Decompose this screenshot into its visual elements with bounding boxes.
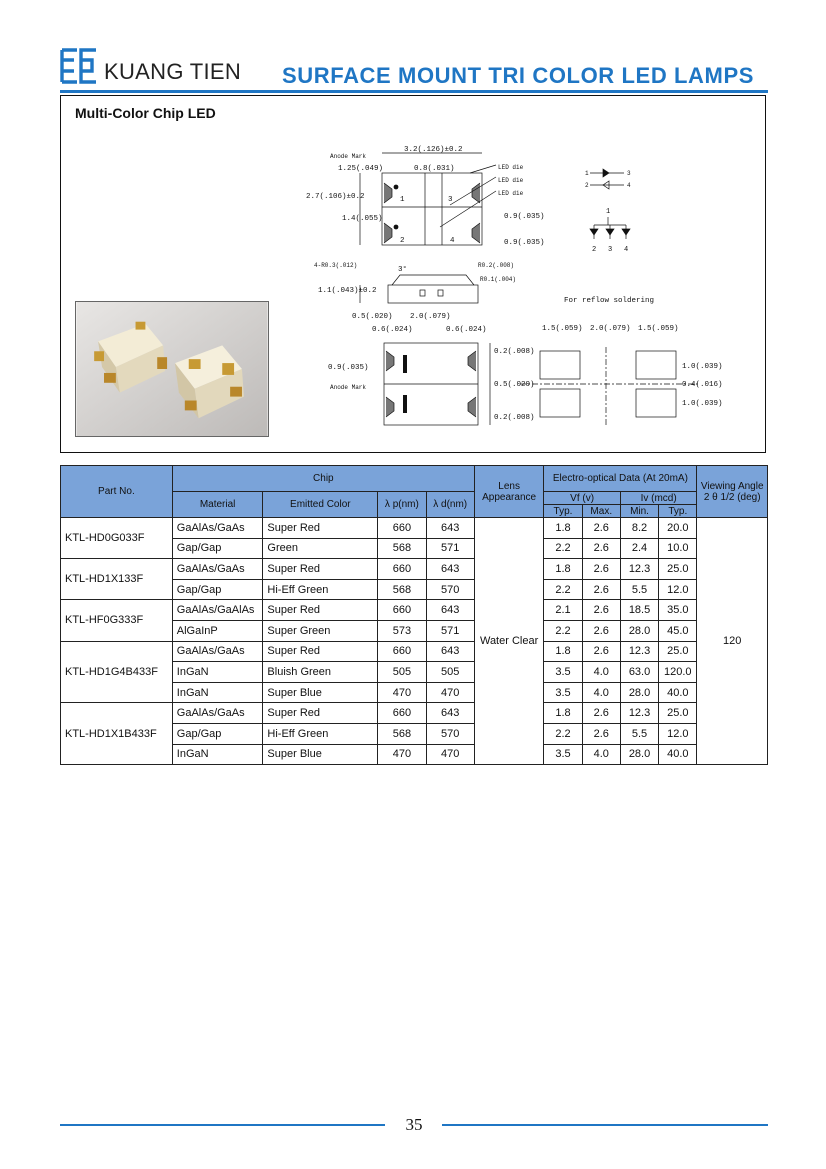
part-number-cell: KTL-HF0G333F [61, 600, 173, 641]
vf-max-cell: 4.0 [582, 682, 620, 703]
header-lambda-p: λ p(nm) [378, 492, 426, 518]
material-cell: AlGaInP [172, 620, 263, 641]
pad-dim-20-label: 2.0(.079) [590, 325, 631, 333]
emitted-color-cell: Super Red [263, 641, 378, 662]
kuang-tien-logo-icon [60, 47, 98, 85]
table-row [61, 600, 768, 621]
page-number: 35 [405, 1115, 423, 1134]
iv-typ-cell: 45.0 [659, 620, 697, 641]
iv-typ-cell: 120.0 [659, 662, 697, 683]
lambda-d-cell: 570 [426, 723, 474, 744]
header-electro: Electro-optical Data (At 20mA) [544, 466, 697, 492]
schem-pin-3: 3 [627, 170, 631, 177]
lambda-d-cell: 643 [426, 559, 474, 580]
dimension-drawings [300, 135, 723, 435]
vf-max-cell: 2.6 [582, 723, 620, 744]
vf-max-cell: 4.0 [582, 744, 620, 765]
anode-mark-label: Anode Mark [330, 153, 367, 160]
dim-09-label-1: 0.9(.035) [504, 213, 545, 221]
vf-typ-cell: 1.8 [544, 559, 582, 580]
iv-min-cell: 28.0 [620, 620, 658, 641]
schem-pin-1: 1 [585, 170, 589, 177]
lambda-p-cell: 660 [378, 703, 426, 724]
emitted-color-cell: Hi-Eff Green [263, 723, 378, 744]
vf-max-cell: 2.6 [582, 518, 620, 539]
iv-min-cell: 28.0 [620, 682, 658, 703]
pin-2-label: 2 [400, 237, 405, 245]
header-lens: Lens Appearance [474, 466, 543, 518]
lambda-d-cell: 571 [426, 538, 474, 559]
iv-typ-cell: 10.0 [659, 538, 697, 559]
header-rule [60, 90, 768, 93]
vf-typ-cell: 2.2 [544, 579, 582, 600]
lambda-d-cell: 643 [426, 518, 474, 539]
dim-08-label: 0.8(.031) [414, 165, 455, 173]
lambda-p-cell: 470 [378, 744, 426, 765]
lambda-p-cell: 660 [378, 641, 426, 662]
iv-typ-cell: 40.0 [659, 682, 697, 703]
iv-typ-cell: 25.0 [659, 641, 697, 662]
page-title: SURFACE MOUNT TRI COLOR LED LAMPS [282, 63, 755, 88]
led-photo-image [75, 301, 269, 437]
vf-typ-cell: 1.8 [544, 703, 582, 724]
vf-typ-cell: 2.1 [544, 600, 582, 621]
header-lambda-d: λ d(nm) [426, 492, 474, 518]
header-iv: Iv (mcd) [620, 492, 697, 505]
bottom-view-drawing [384, 343, 490, 425]
vf-max-cell: 2.6 [582, 620, 620, 641]
pad-dim-04-label: 0.4(.016) [682, 381, 723, 389]
emitted-color-cell: Super Red [263, 518, 378, 539]
led-die-label-3: LED die [498, 190, 524, 197]
dim-06-label-1: 0.6(.024) [372, 326, 413, 334]
lambda-p-cell: 505 [378, 662, 426, 683]
lambda-d-cell: 643 [426, 703, 474, 724]
table-row [61, 703, 768, 724]
dim-11-label: 1.1(.043)±0.2 [318, 287, 377, 295]
pad-dim-10-label-2: 1.0(.039) [682, 400, 723, 408]
material-cell: InGaN [172, 744, 263, 765]
header-vf-typ: Typ. [544, 505, 582, 518]
table-row [61, 559, 768, 580]
bottom-dim-02-label-2: 0.2(.008) [494, 414, 535, 422]
brand-name: KUANG TIEN [104, 59, 242, 84]
vf-typ-cell: 1.8 [544, 641, 582, 662]
iv-typ-cell: 35.0 [659, 600, 697, 621]
vf-max-cell: 2.6 [582, 579, 620, 600]
vf-max-cell: 4.0 [582, 662, 620, 683]
iv-typ-cell: 25.0 [659, 559, 697, 580]
iv-typ-cell: 25.0 [659, 703, 697, 724]
vf-typ-cell: 1.8 [544, 518, 582, 539]
lambda-p-cell: 568 [378, 579, 426, 600]
dim-length-label: 3.2(.126)±0.2 [404, 146, 463, 154]
material-cell: GaAlAs/GaAlAs [172, 600, 263, 621]
emitted-color-cell: Super Red [263, 703, 378, 724]
dim-14-label: 1.4(.055) [342, 215, 383, 223]
lambda-d-cell: 571 [426, 620, 474, 641]
header-emitted-color: Emitted Color [263, 492, 378, 518]
dim-05-label: 0.5(.020) [352, 313, 393, 321]
vf-typ-cell: 3.5 [544, 682, 582, 703]
vf-typ-cell: 3.5 [544, 744, 582, 765]
lambda-d-cell: 570 [426, 579, 474, 600]
emitted-color-cell: Super Blue [263, 682, 378, 703]
material-cell: GaAlAs/GaAs [172, 559, 263, 580]
header-part-no: Part No. [61, 466, 173, 518]
pad-dim-10-label-1: 1.0(.039) [682, 363, 723, 371]
lambda-p-cell: 660 [378, 518, 426, 539]
lambda-d-cell: 643 [426, 641, 474, 662]
vf-max-cell: 2.6 [582, 703, 620, 724]
iv-min-cell: 12.3 [620, 641, 658, 662]
schem-pin-2: 2 [585, 182, 589, 189]
material-cell: Gap/Gap [172, 538, 263, 559]
lambda-d-cell: 505 [426, 662, 474, 683]
dim-09-label-2: 0.9(.035) [504, 239, 545, 247]
emitted-color-cell: Bluish Green [263, 662, 378, 683]
vf-max-cell: 2.6 [582, 538, 620, 559]
iv-min-cell: 63.0 [620, 662, 658, 683]
bottom-dim-09-label: 0.9(.035) [328, 364, 369, 372]
pad-dim-15-label-2: 1.5(.059) [638, 325, 679, 333]
header-iv-min: Min. [620, 505, 658, 518]
led-die-label-1: LED die [498, 164, 524, 171]
dim-27-label: 2.7(.106)±0.2 [306, 193, 365, 201]
iv-min-cell: 5.5 [620, 723, 658, 744]
header-viewing-angle: Viewing Angle 2 θ 1/2 (deg) [697, 466, 768, 518]
emitted-color-cell: Super Red [263, 559, 378, 580]
pin-schematic [590, 169, 630, 239]
dim-06-label-2: 0.6(.024) [446, 326, 487, 334]
material-cell: GaAlAs/GaAs [172, 641, 263, 662]
material-cell: InGaN [172, 682, 263, 703]
spec-table [60, 465, 768, 765]
iv-min-cell: 12.3 [620, 703, 658, 724]
pin-3-label: 3 [448, 196, 453, 204]
schem-bottom-pin-3: 3 [608, 246, 613, 254]
vf-max-cell: 2.6 [582, 600, 620, 621]
emitted-color-cell: Hi-Eff Green [263, 579, 378, 600]
solder-pad-drawing [520, 347, 700, 425]
radius-02-label: R0.2(.008) [478, 262, 515, 269]
material-cell: InGaN [172, 662, 263, 683]
iv-min-cell: 2.4 [620, 538, 658, 559]
schem-top-pin-1: 1 [606, 208, 611, 216]
material-cell: GaAlAs/GaAs [172, 703, 263, 724]
side-view-drawing [360, 275, 478, 303]
iv-typ-cell: 12.0 [659, 723, 697, 744]
schem-bottom-pin-4: 4 [624, 246, 629, 254]
viewing-angle-cell: 120 [697, 518, 768, 765]
pin-1-label: 1 [400, 196, 405, 204]
lambda-p-cell: 568 [378, 538, 426, 559]
vf-max-cell: 2.6 [582, 559, 620, 580]
material-cell: GaAlAs/GaAs [172, 518, 263, 539]
part-number-cell: KTL-HD1X1B433F [61, 703, 173, 765]
bottom-dim-02-label-1: 0.2(.008) [494, 348, 535, 356]
iv-min-cell: 28.0 [620, 744, 658, 765]
spec-table-body [61, 518, 768, 765]
header-chip: Chip [172, 466, 474, 492]
vf-typ-cell: 3.5 [544, 662, 582, 683]
dim-20-label: 2.0(.079) [410, 313, 451, 321]
iv-typ-cell: 40.0 [659, 744, 697, 765]
emitted-color-cell: Green [263, 538, 378, 559]
lambda-p-cell: 470 [378, 682, 426, 703]
iv-typ-cell: 20.0 [659, 518, 697, 539]
emitted-color-cell: Super Green [263, 620, 378, 641]
radius-03-label: 4-R0.3(.012) [314, 262, 358, 269]
header-vf: Vf (v) [544, 492, 621, 505]
footer-rule-right [442, 1124, 768, 1126]
vf-typ-cell: 2.2 [544, 538, 582, 559]
lambda-d-cell: 643 [426, 600, 474, 621]
pad-dim-15-label-1: 1.5(.059) [542, 325, 583, 333]
bottom-anode-mark-label: Anode Mark [330, 384, 367, 391]
vf-typ-cell: 2.2 [544, 620, 582, 641]
emitted-color-cell: Super Blue [263, 744, 378, 765]
vf-typ-cell: 2.2 [544, 723, 582, 744]
reflow-label: For reflow soldering [564, 297, 655, 305]
table-row [61, 518, 768, 539]
lambda-p-cell: 660 [378, 559, 426, 580]
angle-label: 3° [398, 266, 408, 274]
part-number-cell: KTL-HD1G4B433F [61, 641, 173, 703]
lambda-p-cell: 660 [378, 600, 426, 621]
part-number-cell: KTL-HD0G033F [61, 518, 173, 559]
schem-pin-4: 4 [627, 182, 631, 189]
lambda-d-cell: 470 [426, 744, 474, 765]
dim-125-label: 1.25(.049) [338, 165, 384, 173]
lambda-p-cell: 568 [378, 723, 426, 744]
bottom-dim-05-label: 0.5(.020) [494, 381, 535, 389]
emitted-color-cell: Super Red [263, 600, 378, 621]
lambda-d-cell: 470 [426, 682, 474, 703]
vf-max-cell: 2.6 [582, 641, 620, 662]
table-row [61, 641, 768, 662]
iv-min-cell: 8.2 [620, 518, 658, 539]
iv-min-cell: 5.5 [620, 579, 658, 600]
material-cell: Gap/Gap [172, 579, 263, 600]
iv-min-cell: 12.3 [620, 559, 658, 580]
radius-01-label: R0.1(.004) [480, 276, 517, 283]
led-die-label-2: LED die [498, 177, 524, 184]
iv-typ-cell: 12.0 [659, 579, 697, 600]
material-cell: Gap/Gap [172, 723, 263, 744]
iv-min-cell: 18.5 [620, 600, 658, 621]
figure-title: Multi-Color Chip LED [75, 105, 216, 121]
lambda-p-cell: 573 [378, 620, 426, 641]
header-iv-typ: Typ. [659, 505, 697, 518]
header-vf-max: Max. [582, 505, 620, 518]
lens-appearance-cell: Water Clear [474, 518, 543, 765]
part-number-cell: KTL-HD1X133F [61, 559, 173, 600]
schem-bottom-pin-2: 2 [592, 246, 597, 254]
pin-4-label: 4 [450, 237, 455, 245]
footer-rule-left [60, 1124, 385, 1126]
header-material: Material [172, 492, 263, 518]
